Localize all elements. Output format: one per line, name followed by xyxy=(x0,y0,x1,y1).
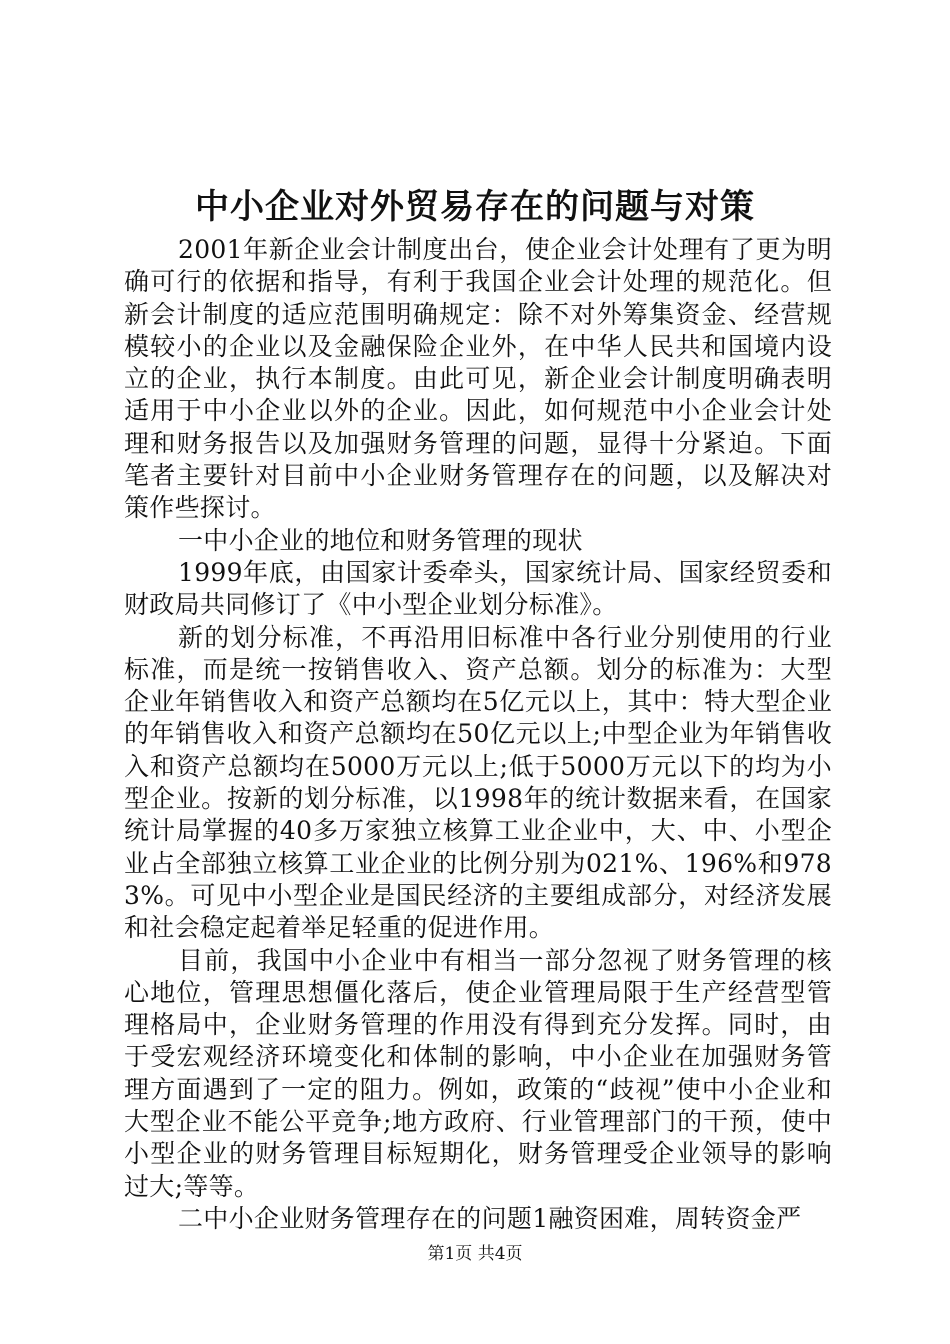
page-number-footer: 第1页 共4页 xyxy=(427,1244,523,1264)
section-heading-2: 二中小企业财务管理存在的问题1融资困难，周转资金严 xyxy=(178,1203,802,1233)
section-heading-1: 一中小企业的地位和财务管理的现状 xyxy=(178,525,583,555)
paragraph-current-situation: 目前，我国中小企业中有相当一部分忽视了财务管理的核心地位，管理思想僵化落后，使企业管理局限于生产经营型管理格局中，企业财务管理的作用没有得到充分发挥。同时，由于受宏观经济环境变化和体制的影响，中小企业在加强财务管理方面遇到了一定的阻力。例如，政策的“歧视”使中小企业和大型企业不能公平竞争;地方政府、行业管理部门的干预，使中小型企业的财务管理目标短期化，财务管理受企业领导的影响过大;等等。 xyxy=(124,945,832,1201)
paragraph-intro: 2001年新企业会计制度出台，使企业会计处理有了更为明确可行的依据和指导，有利于我国企业会计处理的规范化。但新会计制度的适应范围明确规定：除不对外筹集资金、经营规模较小的企业以及金融保险企业外，在中华人民共和国境内设立的企业，执行本制度。由此可见，新企业会计制度明确表明适用于中小企业以外的企业。因此，如何规范中小企业会计处理和财务报告以及加强财务管理的问题，显得十分紧迫。下面笔者主要针对目前中小企业财务管理存在的问题，以及解决对策作些探讨。 xyxy=(124,235,832,523)
document-title: 中小企业对外贸易存在的问题与对策 xyxy=(195,187,755,227)
paragraph-standard-revision: 1999年底，由国家计委牵头，国家统计局、国家经贸委和财政局共同修订了《中小型企业划分标准》。 xyxy=(124,557,832,620)
paragraph-classification: 新的划分标准，不再沿用旧标准中各行业分别使用的行业标准，而是统一按销售收入、资产总额。划分的标准为：大型企业年销售收入和资产总额均在5亿元以上，其中：特大型企业的年销售收入和资产总额均在50亿元以上;中型企业为年销售收入和资产总额均在5000万元以上;低于5000万元以下的均为小型企业。按新的划分标准，以1998年的统计数据来看，在国家统计局掌握的40多万家独立核算工业企业中，大、中、小型企业占全部独立核算工业企业的比例分别为021%、196%和9783%。可见中小型企业是国民经济的主要组成部分，对经济发展和社会稳定起着举足轻重的促进作用。 xyxy=(124,622,832,943)
document-body xyxy=(124,234,832,1235)
